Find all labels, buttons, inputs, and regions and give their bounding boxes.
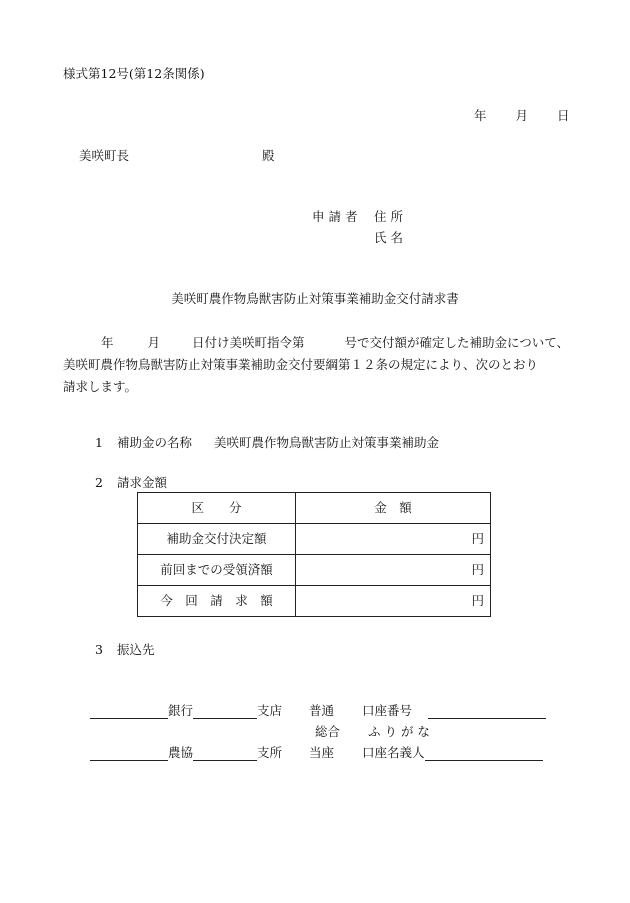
body-line-3: 請求します。 <box>63 379 138 394</box>
amount-table <box>137 492 491 617</box>
applicant-label: 申 請 者 <box>312 209 358 224</box>
bank-row-2 <box>90 724 430 740</box>
date-day: 日 <box>557 108 570 123</box>
row-label: 補助金交付決定額 <box>138 524 296 555</box>
date-month: 月 <box>515 108 529 123</box>
row-label: 前回までの受領済額 <box>138 555 296 586</box>
account-number-blank[interactable] <box>428 704 546 719</box>
date-line <box>474 108 570 124</box>
amount-input-cell[interactable]: 円 <box>296 524 491 555</box>
account-number-label: 口座番号 <box>362 703 413 718</box>
table-row <box>138 524 491 555</box>
applicant-name-label: 氏 名 <box>374 230 403 245</box>
coop-branch-blank[interactable] <box>193 746 257 761</box>
item-transfer-destination: 3 振込先 <box>95 642 155 657</box>
amount-table-header <box>138 493 491 524</box>
form-number: 様式第12号(第12条関係) <box>63 66 205 81</box>
row-label: 今 回 請 求 額 <box>138 586 296 617</box>
amount-input-cell[interactable]: 円 <box>296 586 491 617</box>
body-line-2: 美咲町農作物鳥獣害防止対策事業補助金交付要綱第１２条の規定により、次のとおり <box>63 357 539 372</box>
addressee-honorific: 殿 <box>262 148 275 163</box>
date-year: 年 <box>474 108 487 123</box>
header-category: 区 分 <box>138 493 296 524</box>
amount-input-cell[interactable]: 円 <box>296 555 491 586</box>
account-type-general: 総合 <box>315 724 341 739</box>
table-row <box>138 586 491 617</box>
table-row <box>138 555 491 586</box>
header-amount: 金 額 <box>296 493 491 524</box>
item-subsidy-name: 1 補助金の名称 美咲町農作物鳥獣害防止対策事業補助金 <box>95 435 440 450</box>
addressee-name: 美咲町長 <box>79 148 130 163</box>
bank-row-1: 銀行 支店 普通 口座番号 <box>90 703 546 719</box>
coop-name-blank[interactable] <box>90 746 168 761</box>
body-line-1: 年 月 日付け美咲町指令第 号で交付額が確定した補助金について、 <box>101 335 570 350</box>
bank-name-blank[interactable] <box>90 704 168 719</box>
branch-name-blank[interactable] <box>193 704 257 719</box>
account-type-ordinary: 普通 <box>309 703 335 718</box>
account-holder-label: 口座名義人 <box>362 745 425 760</box>
account-type-current: 当座 <box>309 745 335 760</box>
document-title: 美咲町農作物鳥獣害防止対策事業補助金交付請求書 <box>171 291 459 306</box>
item-claim-amount: 2 請求金額 <box>95 475 168 490</box>
applicant-address-label: 住 所 <box>374 209 403 224</box>
subsidy-name-value: 美咲町農作物鳥獣害防止対策事業補助金 <box>214 435 440 450</box>
furigana-label: ふ り が な <box>368 724 430 739</box>
account-holder-blank[interactable] <box>425 746 543 761</box>
bank-row-3: 農協 支所 当座 口座名義人 <box>90 745 543 761</box>
body-text <box>63 332 583 398</box>
